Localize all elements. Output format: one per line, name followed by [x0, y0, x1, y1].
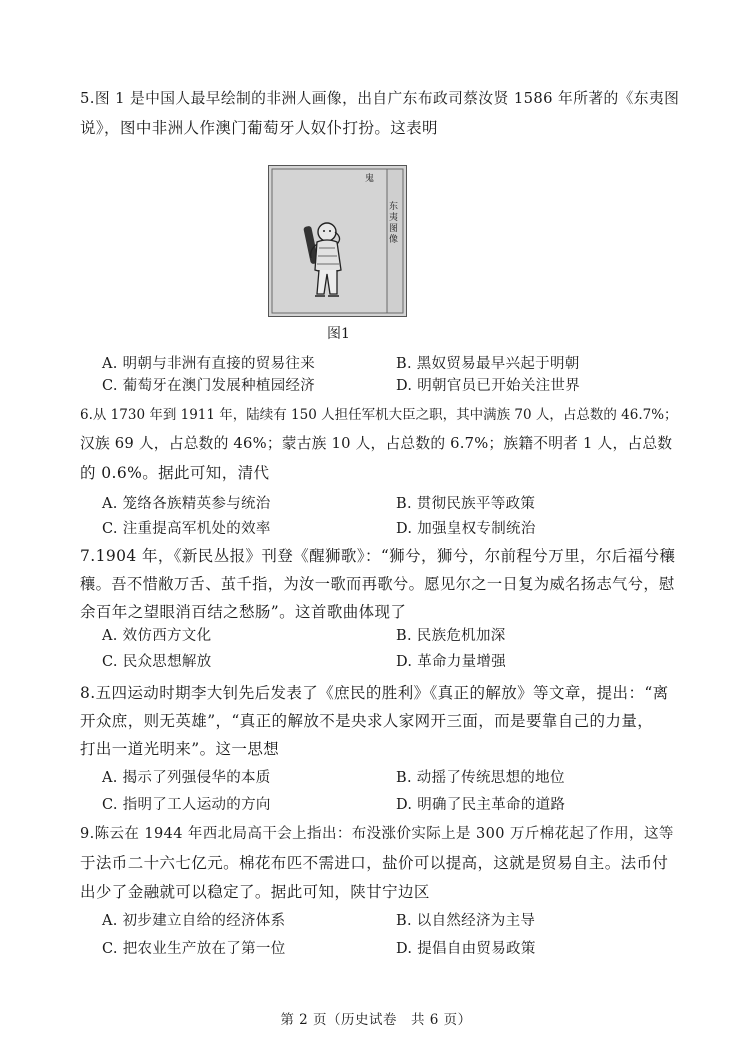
q7-option-a: A. 效仿西方文化 [102, 628, 212, 644]
question-9-line-3: 出少了金融就可以稳定了。据此可知，陕甘宁边区 [80, 883, 430, 901]
q5-option-a: A. 明朝与非洲有直接的贸易往来 [102, 356, 315, 372]
q8-option-d: D. 明确了民主革命的道路 [396, 797, 566, 813]
q6-option-b: B. 贯彻民族平等政策 [396, 496, 536, 512]
question-6-line-1: 6.从 1730 年到 1911 年，陆续有 150 人担任军机大臣之职，其中满族 70 人，占总数的 46.7%； [80, 407, 678, 423]
q6-option-a: A. 笼络各族精英参与统治 [102, 496, 271, 512]
figure-caption: 图1 [327, 326, 350, 342]
q8-option-b: B. 动摇了传统思想的地位 [396, 770, 565, 786]
question-8-line-3: 打出一道光明来”。这一思想 [80, 740, 280, 758]
q6-option-d: D. 加强皇权专制统治 [396, 521, 536, 537]
african-figure-drawing [269, 166, 406, 316]
q8-option-c: C. 指明了工人运动的方向 [102, 797, 271, 813]
q5-option-c: C. 葡萄牙在澳门发展种植园经济 [102, 378, 316, 394]
figure-vertical-label: 东夷图像 [389, 202, 399, 245]
question-8-line-2: 开众庶，则无英雄”，“真正的解放不是央求人家网开三面，而是要靠自己的力量， [80, 712, 654, 730]
q9-option-d: D. 提倡自由贸易政策 [396, 941, 536, 957]
question-8-line-1: 8.五四运动时期李大钊先后发表了《庶民的胜利》《真正的解放》等文章，提出：“离 [80, 684, 669, 702]
question-5-line-1: 5.图 1 是中国人最早绘制的非洲人画像，出自广东布政司蔡汝贤 1586 年所著的《东夷图 [80, 90, 680, 107]
q9-option-c: C. 把农业生产放在了第一位 [102, 941, 286, 957]
question-7-line-1: 7.1904 年，《新民丛报》刊登《醒狮歌》：“狮兮，狮兮，尔前程兮万里，尔后福兮穰 [80, 547, 676, 565]
question-7-line-2: 穰。吾不惜敝万舌、茧千指，为汝一歌而再歌兮。愿见尔之一日复为威名扬志气兮，慰 [80, 575, 675, 593]
q9-option-b: B. 以自然经济为主导 [396, 913, 536, 929]
page-footer: 第 2 页（历史试卷 共 6 页） [280, 1012, 472, 1028]
q7-option-d: D. 革命力量增强 [396, 654, 507, 670]
q5-option-d: D. 明朝官员已开始关注世界 [396, 378, 581, 394]
q8-option-a: A. 揭示了列强侵华的本质 [102, 770, 271, 786]
question-6-line-2: 汉族 69 人，占总数的 46%；蒙古族 10 人，占总数的 6.7%；族籍不明者 1 人，占总数 [80, 435, 673, 452]
question-5-line-2: 说》，图中非洲人作澳门葡萄牙人奴仆打扮。这表明 [80, 119, 438, 137]
question-7-line-3: 余百年之望眼消百结之愁肠”。这首歌曲体现了 [80, 603, 407, 621]
q9-option-a: A. 初步建立自给的经济体系 [102, 913, 286, 929]
q7-option-c: C. 民众思想解放 [102, 654, 212, 670]
q7-option-b: B. 民族危机加深 [396, 628, 506, 644]
question-6-line-3: 的 0.6%。据此可知，清代 [80, 464, 270, 482]
q6-option-c: C. 注重提高军机处的效率 [102, 521, 271, 537]
question-9-line-1: 9.陈云在 1944 年西北局高干会上指出：布没涨价实际上是 300 万斤棉花起了作用，这等 [80, 826, 674, 842]
q5-option-b: B. 黑奴贸易最早兴起于明朝 [396, 356, 580, 372]
question-9-line-2: 于法币二十六七亿元。棉花布匹不需进口，盐价可以提高，这就是贸易自主。法币付 [80, 854, 669, 872]
figure-corner-label: 鬼 [365, 174, 375, 184]
figure-1-illustration [268, 165, 407, 317]
